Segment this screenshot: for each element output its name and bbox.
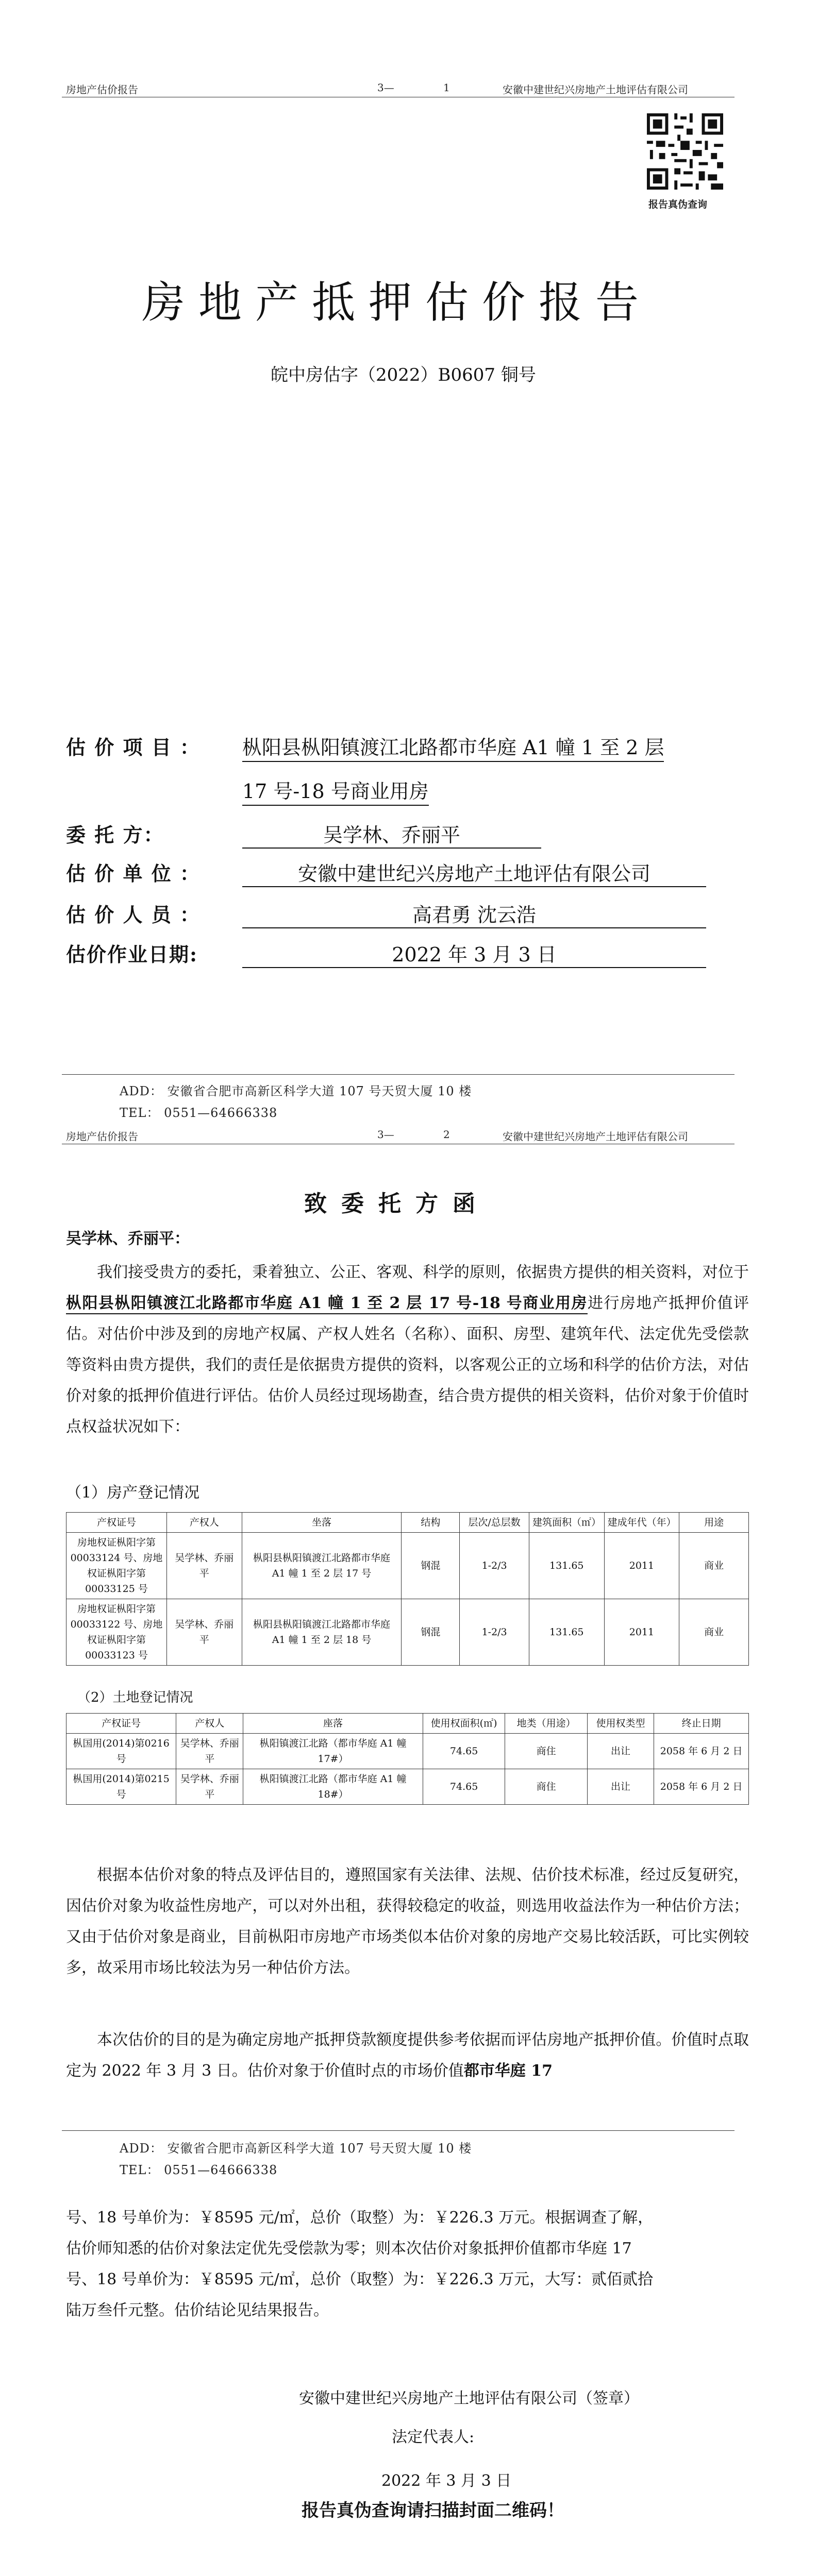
date-value: 2022 年 3 月 3 日 — [242, 939, 706, 968]
table-header: 结构 — [402, 1513, 460, 1533]
header-page-number: 2 — [443, 1128, 450, 1141]
para3-subject: 都市华庭 17 — [463, 2062, 553, 2080]
table-row — [66, 1769, 749, 1805]
table-row — [66, 1533, 749, 1599]
table-cell: 1-2/3 — [460, 1599, 529, 1666]
table-cell: 枞阳镇渡江北路（都市华庭 A1 幢 17#） — [243, 1734, 423, 1769]
letter-para-2: 根据本估价对象的特点及评估目的，遵照国家有关法律、法规、估价技术标准，经过反复研究，因估价对象为收益性房地产，可以对外出租，获得较稳定的收益，则选用收益法作为一种估价方法；又由于估价对象是商业，目前枞阳市房地产市场类似本估价对象的房地产交易比较活跃，可比实例较多，故采用市场比较法为另一种估价方法。 — [66, 1866, 749, 1977]
conclusion-line-3: 号、18 号单价为：￥8595 元/㎡，总价（取整）为：￥226.3 万元，大写：贰佰贰拾 — [66, 2270, 654, 2289]
table-row — [66, 1599, 749, 1666]
para1-text-b: 进行房地产抵押价值评估。对估价中涉及到的房地产权属、产权人姓名（名称）、面积、房型、建筑年代、法定优先受偿款等资料由贵方提供，我们的责任是依据贵方提供的资料，以客观公正的立场和科学的估价方法，对估价对象的抵押价值进行评估。估价人员经过现场勘查，结合贵方提供的相关资料，估价对象于价值时点权益状况如下： — [66, 1294, 749, 1436]
signing-date: 2022 年 3 月 3 日 — [381, 2472, 512, 2490]
table-cell: 131.65 — [529, 1599, 604, 1666]
para1-subject: 枞阳县枞阳镇渡江北路都市华庭 A1 幢 1 至 2 层 17 号-18 号商业用房 — [66, 1294, 588, 1314]
table-header: 建筑面积（㎡） — [529, 1513, 604, 1533]
table-cell: 吴学林、乔丽平 — [176, 1734, 243, 1769]
conclusion-line-1: 号、18 号单价为：￥8595 元/㎡，总价（取整）为：￥226.3 万元。根据调查了解， — [66, 2209, 654, 2227]
staff-label: 估 价 人 员 ： — [66, 903, 201, 926]
letter-salutation: 吴学林、乔丽平： — [66, 1230, 190, 1248]
table-header: 产权证号 — [66, 1714, 176, 1734]
table-header: 座落 — [243, 1714, 423, 1734]
header-right: 安徽中建世纪兴房地产土地评估有限公司 — [503, 83, 688, 96]
table-cell: 吴学林、乔丽平 — [166, 1533, 242, 1599]
table-header: 产权证号 — [66, 1513, 167, 1533]
table-row — [66, 1734, 749, 1769]
table-cell: 2058 年 6 月 2 日 — [654, 1734, 749, 1769]
table-cell: 吴学林、乔丽平 — [176, 1769, 243, 1805]
appraiser-label: 估 价 单 位 ： — [66, 862, 201, 885]
table-cell: 吴学林、乔丽平 — [166, 1599, 242, 1666]
table-cell: 出让 — [587, 1734, 654, 1769]
table-cell: 房地权证枞阳字第00033122 号、房地权证枞阳字第00033123 号 — [66, 1599, 167, 1666]
qr-caption: 报告真伪查询 — [648, 199, 708, 210]
conclusion-line-4: 陆万叁仟元整。估价结论见结果报告。 — [66, 2301, 329, 2319]
table-cell: 出让 — [587, 1769, 654, 1805]
project-value-line2: 17 号-18 号商业用房 — [242, 775, 429, 806]
table-cell: 枞国用(2014)第0216号 — [66, 1734, 176, 1769]
header-page-number: 1 — [443, 81, 450, 94]
table-cell: 商业 — [679, 1599, 749, 1666]
table-cell: 钢混 — [402, 1599, 460, 1666]
table-header: 使用权面积(㎡) — [423, 1714, 505, 1734]
letter-para-1 — [66, 1257, 749, 1443]
company-seal-text: 安徽中建世纪兴房地产土地评估有限公司（签章） — [299, 2389, 639, 2408]
land-registration-table — [66, 1713, 749, 1805]
table-header: 用途 — [679, 1513, 749, 1533]
table-header: 坐落 — [242, 1513, 402, 1533]
table-header: 终止日期 — [654, 1714, 749, 1734]
client-value: 吴学林、乔丽平 — [242, 819, 541, 849]
table-cell: 商住 — [505, 1734, 587, 1769]
table-cell: 74.65 — [423, 1734, 505, 1769]
table-header: 产权人 — [176, 1714, 243, 1734]
table-header: 建成年代（年） — [604, 1513, 679, 1533]
table-cell: 2011 — [604, 1533, 679, 1599]
project-label: 估 价 项 目 ： — [66, 736, 201, 759]
table-cell: 2058 年 6 月 2 日 — [654, 1769, 749, 1805]
table-cell: 商业 — [679, 1533, 749, 1599]
para3-text: 本次估价的目的是为确定房地产抵押贷款额度提供参考依据而评估房地产抵押价值。价值时点取定为 2022 年 3 月 3 日。估价对象于价值时点的市场价值 — [66, 2031, 749, 2080]
project-value-line1: 枞阳县枞阳镇渡江北路都市华庭 A1 幢 1 至 2 层 — [242, 732, 664, 762]
verify-note: 报告真伪查询请扫描封面二维码！ — [302, 2500, 564, 2521]
table-cell: 钢混 — [402, 1533, 460, 1599]
para1-text-a: 我们接受贵方的委托，秉着独立、公正、客观、科学的原则，依据贵方提供的相关资料，对位于 — [97, 1263, 749, 1281]
table-cell: 1-2/3 — [460, 1533, 529, 1599]
table-header: 层次/总层数 — [460, 1513, 529, 1533]
letter-para-3 — [66, 2025, 749, 2087]
report-title: 房地产抵押估价报告 — [142, 277, 653, 328]
table2-caption: （2）土地登记情况 — [77, 1690, 193, 1705]
house-registration-table — [66, 1512, 749, 1666]
table-cell: 74.65 — [423, 1769, 505, 1805]
header-left: 房地产估价报告 — [66, 1130, 138, 1143]
footer-address: ADD： 安徽省合肥市高新区科学大道 107 号天贸大厦 10 楼 — [120, 2141, 472, 2156]
table-cell: 房地权证枞阳字第00033124 号、房地权证枞阳字第00033125 号 — [66, 1533, 167, 1599]
table-header: 产权人 — [166, 1513, 242, 1533]
table-cell: 131.65 — [529, 1533, 604, 1599]
footer-rule — [62, 1074, 734, 1075]
table-header: 地类（用途） — [505, 1714, 587, 1734]
header-right: 安徽中建世纪兴房地产土地评估有限公司 — [503, 1130, 688, 1143]
date-label: 估价作业日期: — [66, 943, 198, 966]
client-label: 委 托 方： — [66, 823, 164, 846]
header-page-prefix: 3— — [377, 1128, 394, 1141]
table-cell: 枞阳县枞阳镇渡江北路都市华庭 A1 幢 1 至 2 层 18 号 — [242, 1599, 402, 1666]
staff-value: 高君勇 沈云浩 — [242, 899, 706, 928]
table-header: 使用权类型 — [587, 1714, 654, 1734]
footer-rule — [62, 2130, 734, 2131]
footer-address: ADD： 安徽省合肥市高新区科学大道 107 号天贸大厦 10 楼 — [120, 1084, 472, 1098]
table-header-row — [66, 1714, 749, 1734]
table-header-row — [66, 1513, 749, 1533]
letter-title: 致委托方函 — [304, 1191, 490, 1217]
table-cell: 枞阳县枞阳镇渡江北路都市华庭 A1 幢 1 至 2 层 17 号 — [242, 1533, 402, 1599]
table1-caption: （1）房产登记情况 — [66, 1484, 200, 1502]
report-number: 皖中房估字（2022）B0607 铜号 — [271, 365, 536, 385]
header-left: 房地产估价报告 — [66, 83, 138, 96]
table-cell: 枞国用(2014)第0215号 — [66, 1769, 176, 1805]
footer-tel: TEL： 0551—64666338 — [120, 1106, 278, 1120]
table-cell: 2011 — [604, 1599, 679, 1666]
footer-tel: TEL： 0551—64666338 — [120, 2163, 278, 2177]
header-page-prefix: 3— — [377, 81, 394, 94]
conclusion-line-2: 估价师知悉的估价对象法定优先受偿款为零；则本次估价对象抵押价值都市华庭 17 — [66, 2240, 632, 2258]
legal-representative: 法定代表人: — [392, 2428, 475, 2446]
table-cell: 商住 — [505, 1769, 587, 1805]
qr-code-icon[interactable] — [647, 113, 723, 190]
appraiser-value: 安徽中建世纪兴房地产土地评估有限公司 — [242, 858, 706, 887]
table-cell: 枞阳镇渡江北路（都市华庭 A1 幢 18#） — [243, 1769, 423, 1805]
